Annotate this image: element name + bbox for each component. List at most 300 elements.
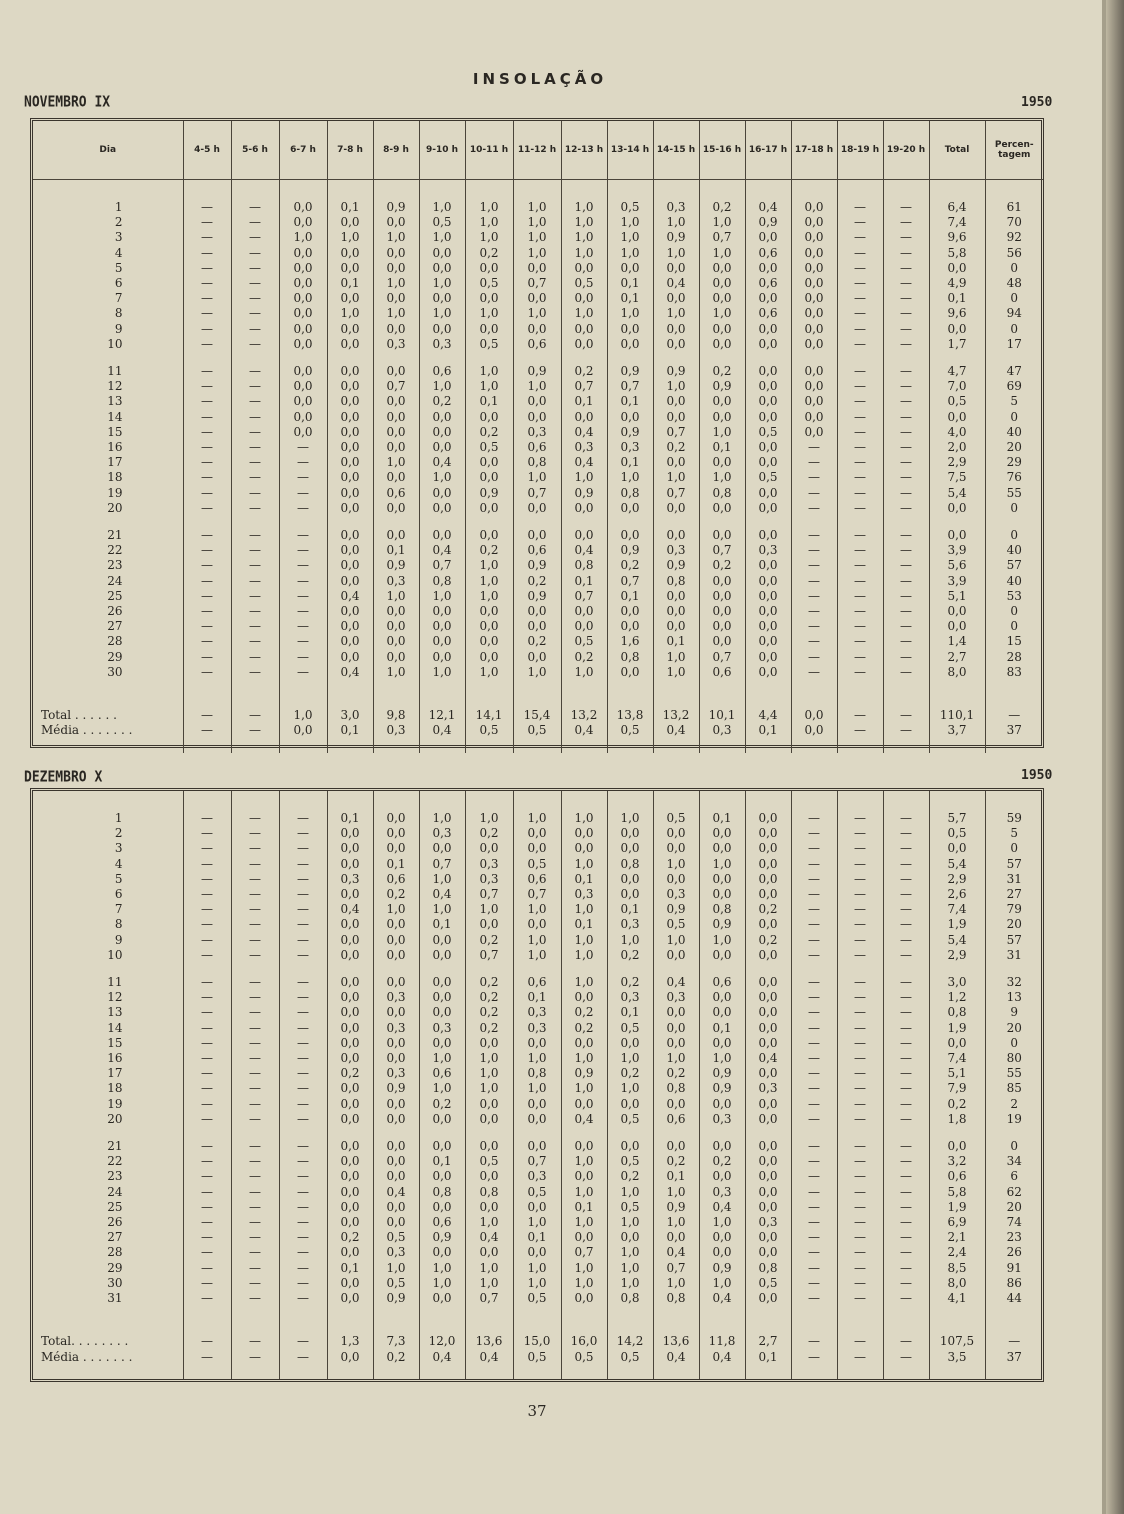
value-cell: 0,3 <box>419 826 465 841</box>
table-row <box>33 826 1043 841</box>
table-row <box>33 364 1043 379</box>
value-cell: 0,3 <box>745 1215 791 1230</box>
spacer-cell <box>183 180 231 201</box>
total-value: 14,2 <box>607 1334 653 1349</box>
value-cell: 7,0 <box>929 379 985 394</box>
value-cell: — <box>837 470 883 485</box>
day-cell: 7 <box>114 902 123 917</box>
value-cell: 15 <box>985 634 1043 649</box>
value-cell: 0,1 <box>327 1261 373 1276</box>
spacer-cell <box>791 1306 837 1334</box>
table-row <box>33 1097 1043 1112</box>
spacer-cell <box>745 680 791 708</box>
value-cell: 0,0 <box>607 604 653 619</box>
value-cell: — <box>279 1200 327 1215</box>
value-cell: — <box>183 650 231 665</box>
spacer-cell <box>231 1127 279 1139</box>
spacer-row <box>33 791 1043 811</box>
value-cell: 0,0 <box>327 1276 373 1291</box>
day-cell: 14 <box>107 409 123 424</box>
value-cell: 0,6 <box>513 872 561 887</box>
value-cell: 0,1 <box>607 589 653 604</box>
total-value: 1,3 <box>327 1334 373 1349</box>
value-cell: 0,7 <box>419 857 465 872</box>
value-cell: 0,0 <box>607 1036 653 1051</box>
day-cell: 31 <box>107 1291 123 1306</box>
value-cell: 2,9 <box>929 948 985 963</box>
value-cell: 0,0 <box>419 246 465 261</box>
value-cell: 1,0 <box>561 1215 607 1230</box>
value-cell: 1,0 <box>561 948 607 963</box>
value-cell: — <box>883 1066 929 1081</box>
value-cell: 57 <box>985 933 1043 948</box>
value-cell: 0,5 <box>373 1276 419 1291</box>
spacer-cell <box>837 516 883 528</box>
value-cell: 0,0 <box>465 455 513 470</box>
value-cell: 4,1 <box>929 1291 985 1306</box>
column-header: 9-10 h <box>419 121 465 180</box>
value-cell: 0,5 <box>745 470 791 485</box>
value-cell: 0,2 <box>745 933 791 948</box>
value-cell: 0,0 <box>327 322 373 337</box>
day-cell: 24 <box>107 1184 123 1199</box>
value-cell: 0,1 <box>607 455 653 470</box>
value-cell: 1,0 <box>513 665 561 680</box>
spacer-cell <box>607 180 653 201</box>
day-cell: 15 <box>107 424 123 439</box>
value-cell: 0,5 <box>373 1230 419 1245</box>
value-cell: — <box>183 455 231 470</box>
value-cell: — <box>231 364 279 379</box>
column-header: 7-8 h <box>327 121 373 180</box>
value-cell: — <box>883 650 929 665</box>
value-cell: 0,9 <box>653 1200 699 1215</box>
value-cell: 0,0 <box>745 574 791 589</box>
value-cell: — <box>883 1112 929 1127</box>
table-row <box>33 337 1043 352</box>
spacer-cell <box>513 1306 561 1334</box>
value-cell: — <box>231 410 279 425</box>
value-cell: — <box>883 364 929 379</box>
value-cell: 0,0 <box>513 841 561 856</box>
total-label: Total . . . . . . <box>41 708 117 723</box>
value-cell: 0,0 <box>327 1112 373 1127</box>
value-cell: 3,9 <box>929 574 985 589</box>
value-cell: 59 <box>985 811 1043 826</box>
value-cell: 0,0 <box>465 604 513 619</box>
value-cell: 0,5 <box>745 1276 791 1291</box>
value-cell: — <box>883 501 929 516</box>
value-cell: 0,0 <box>419 1245 465 1260</box>
value-cell: — <box>279 665 327 680</box>
value-cell: 0,0 <box>653 410 699 425</box>
value-cell: — <box>279 1185 327 1200</box>
value-cell: 2,6 <box>929 887 985 902</box>
value-cell: 0,5 <box>653 917 699 932</box>
value-cell: — <box>883 291 929 306</box>
value-cell: 0,0 <box>419 634 465 649</box>
value-cell: 0,2 <box>561 1005 607 1020</box>
value-cell: 0,5 <box>513 1291 561 1306</box>
spacer-cell <box>929 180 985 201</box>
value-cell: 0,7 <box>699 543 745 558</box>
value-cell: — <box>231 811 279 826</box>
value-cell: 0,2 <box>929 1097 985 1112</box>
value-cell: 0,0 <box>327 379 373 394</box>
value-cell: 0,7 <box>465 887 513 902</box>
value-cell: 0,0 <box>745 558 791 573</box>
value-cell: 1,9 <box>929 1021 985 1036</box>
value-cell: — <box>231 486 279 501</box>
value-cell: — <box>279 1230 327 1245</box>
table-row <box>33 1200 1043 1215</box>
value-cell: 0,0 <box>465 1245 513 1260</box>
value-cell: 0,2 <box>699 558 745 573</box>
value-cell: — <box>883 1200 929 1215</box>
value-cell: 0,0 <box>373 1097 419 1112</box>
value-cell: 1,0 <box>513 215 561 230</box>
value-cell: 0,4 <box>653 975 699 990</box>
media-value: — <box>183 723 231 738</box>
value-cell: — <box>883 1185 929 1200</box>
value-cell: 0,0 <box>561 604 607 619</box>
spacer-cell <box>373 963 419 975</box>
value-cell: — <box>791 841 837 856</box>
spacer-cell <box>837 963 883 975</box>
value-cell: — <box>183 1230 231 1245</box>
value-cell: 1,0 <box>699 1051 745 1066</box>
value-cell: — <box>231 1245 279 1260</box>
value-cell: 0,0 <box>929 528 985 543</box>
spacer-cell <box>929 1365 985 1379</box>
column-header: Dia <box>33 121 183 180</box>
value-cell: — <box>837 826 883 841</box>
spacer-cell <box>607 1127 653 1139</box>
value-cell: — <box>837 887 883 902</box>
value-cell: 0,0 <box>327 394 373 409</box>
value-cell: 0 <box>985 841 1043 856</box>
value-cell: 0,0 <box>465 528 513 543</box>
value-cell: 5,1 <box>929 1066 985 1081</box>
value-cell: 0,0 <box>279 246 327 261</box>
value-cell: 1,0 <box>465 1051 513 1066</box>
value-cell: — <box>883 1261 929 1276</box>
value-cell: 0,1 <box>513 1230 561 1245</box>
value-cell: 0,0 <box>745 990 791 1005</box>
value-cell: 0,0 <box>653 1097 699 1112</box>
value-cell: 0,1 <box>373 543 419 558</box>
value-cell: 0,0 <box>653 826 699 841</box>
value-cell: 1,0 <box>699 933 745 948</box>
value-cell: 0,9 <box>699 917 745 932</box>
value-cell: — <box>883 337 929 352</box>
november-table-grid <box>33 121 1043 753</box>
value-cell: — <box>231 306 279 321</box>
spacer-cell <box>653 1306 699 1334</box>
value-cell: 0,0 <box>419 990 465 1005</box>
value-cell: 1,0 <box>653 215 699 230</box>
header-row <box>33 121 1043 180</box>
value-cell: 0,6 <box>699 665 745 680</box>
value-cell: 0,0 <box>653 841 699 856</box>
value-cell: 0,9 <box>607 364 653 379</box>
value-cell: — <box>279 841 327 856</box>
spacer-cell <box>419 516 465 528</box>
value-cell: — <box>183 1139 231 1154</box>
value-cell: 1,0 <box>699 857 745 872</box>
value-cell: 9,6 <box>929 230 985 245</box>
spacer-cell <box>699 1365 745 1379</box>
value-cell: 0,2 <box>745 902 791 917</box>
value-cell: 48 <box>985 276 1043 291</box>
value-cell: 0,0 <box>699 887 745 902</box>
value-cell: — <box>837 1200 883 1215</box>
value-cell: 1,0 <box>561 306 607 321</box>
day-cell: 19 <box>107 1096 123 1111</box>
value-cell: 0,0 <box>327 1291 373 1306</box>
value-cell: 1,0 <box>419 902 465 917</box>
value-cell: 1,0 <box>419 1081 465 1096</box>
value-cell: 0 <box>985 528 1043 543</box>
spacer-cell <box>33 791 183 811</box>
value-cell: 1,0 <box>699 425 745 440</box>
value-cell: 0,0 <box>745 917 791 932</box>
value-cell: 0,0 <box>465 1200 513 1215</box>
spacer-cell <box>883 739 929 753</box>
value-cell: 0,0 <box>607 1139 653 1154</box>
spacer-cell <box>513 791 561 811</box>
value-cell: 1,0 <box>653 306 699 321</box>
value-cell: 6 <box>985 1169 1043 1184</box>
value-cell: 56 <box>985 246 1043 261</box>
value-cell: 0,0 <box>791 261 837 276</box>
value-cell: 0,0 <box>745 826 791 841</box>
spacer-cell <box>929 963 985 975</box>
value-cell: 1,0 <box>607 1261 653 1276</box>
value-cell: — <box>183 558 231 573</box>
value-cell: 0,0 <box>373 1169 419 1184</box>
value-cell: 0,0 <box>513 604 561 619</box>
value-cell: 0,0 <box>791 425 837 440</box>
value-cell: 79 <box>985 902 1043 917</box>
value-cell: 1,0 <box>465 379 513 394</box>
total-value: — <box>183 708 231 723</box>
value-cell: — <box>883 1005 929 1020</box>
value-cell: 0,2 <box>699 364 745 379</box>
spacer-cell <box>837 352 883 364</box>
value-cell: 0,0 <box>791 379 837 394</box>
value-cell: 0,0 <box>327 634 373 649</box>
value-cell: 0,0 <box>791 364 837 379</box>
value-cell: — <box>837 857 883 872</box>
value-cell: — <box>791 857 837 872</box>
table-row <box>33 306 1043 321</box>
value-cell: — <box>231 215 279 230</box>
spacer-cell <box>373 352 419 364</box>
value-cell: — <box>183 826 231 841</box>
value-cell: 40 <box>985 425 1043 440</box>
value-cell: — <box>791 455 837 470</box>
value-cell: 0,1 <box>561 1200 607 1215</box>
spacer-cell <box>745 1306 791 1334</box>
day-cell: 25 <box>107 588 123 603</box>
value-cell: — <box>231 872 279 887</box>
value-cell: 85 <box>985 1081 1043 1096</box>
value-cell: — <box>791 811 837 826</box>
value-cell: — <box>883 634 929 649</box>
value-cell: — <box>183 215 231 230</box>
spacer-cell <box>465 963 513 975</box>
value-cell: 1,0 <box>607 306 653 321</box>
value-cell: 80 <box>985 1051 1043 1066</box>
value-cell: 0,9 <box>419 1230 465 1245</box>
total-value: 11,8 <box>699 1334 745 1349</box>
value-cell: 0,7 <box>653 486 699 501</box>
value-cell: 0,3 <box>373 1021 419 1036</box>
value-cell: 0,6 <box>699 975 745 990</box>
value-cell: 0,8 <box>419 1185 465 1200</box>
table-row <box>33 841 1043 856</box>
value-cell: 0,0 <box>513 650 561 665</box>
spacer-cell <box>745 739 791 753</box>
spacer-cell <box>561 963 607 975</box>
spacer-cell <box>653 180 699 201</box>
spacer-cell <box>465 352 513 364</box>
table-row <box>33 650 1043 665</box>
day-cell: 11 <box>107 975 123 990</box>
value-cell: — <box>183 261 231 276</box>
value-cell: 0,0 <box>561 619 607 634</box>
value-cell: 0,1 <box>607 291 653 306</box>
value-cell: 0,9 <box>699 1066 745 1081</box>
value-cell: 1,0 <box>607 811 653 826</box>
value-cell: — <box>791 1051 837 1066</box>
day-cell: 16 <box>107 1051 123 1066</box>
value-cell: 0,0 <box>419 1291 465 1306</box>
value-cell: — <box>837 1230 883 1245</box>
spacer-cell <box>791 180 837 201</box>
table-row <box>33 558 1043 573</box>
spacer-cell <box>231 739 279 753</box>
value-cell: 0,2 <box>513 574 561 589</box>
day-cell: 15 <box>107 1035 123 1050</box>
spacer-cell <box>373 1127 419 1139</box>
spacer-cell <box>513 680 561 708</box>
value-cell: — <box>791 1081 837 1096</box>
column-header: 6-7 h <box>279 121 327 180</box>
value-cell: 0,0 <box>745 619 791 634</box>
value-cell: 0,0 <box>929 604 985 619</box>
value-cell: 0,3 <box>513 1169 561 1184</box>
media-value: — <box>883 723 929 738</box>
day-cell: 23 <box>107 558 123 573</box>
value-cell: 0,0 <box>513 1112 561 1127</box>
value-cell: 1,0 <box>419 1261 465 1276</box>
value-cell: 1,0 <box>607 1276 653 1291</box>
spacer-cell <box>419 1127 465 1139</box>
value-cell: — <box>231 558 279 573</box>
value-cell: 0,0 <box>513 917 561 932</box>
value-cell: 1,0 <box>653 1051 699 1066</box>
value-cell: 0,7 <box>513 887 561 902</box>
value-cell: 5 <box>985 826 1043 841</box>
spacer-cell <box>837 791 883 811</box>
value-cell: 0,8 <box>653 574 699 589</box>
value-cell: 0,2 <box>465 1021 513 1036</box>
value-cell: 0,3 <box>513 425 561 440</box>
table-row <box>33 230 1043 245</box>
value-cell: 0,0 <box>373 394 419 409</box>
value-cell: 0,0 <box>929 1139 985 1154</box>
value-cell: — <box>183 1245 231 1260</box>
value-cell: — <box>837 543 883 558</box>
value-cell: 1,0 <box>561 902 607 917</box>
value-cell: 0,0 <box>373 811 419 826</box>
spacer-cell <box>279 1127 327 1139</box>
spacer-cell <box>465 516 513 528</box>
value-cell: — <box>837 322 883 337</box>
value-cell: — <box>791 1112 837 1127</box>
value-cell: — <box>883 261 929 276</box>
value-cell: — <box>231 455 279 470</box>
spacer-cell <box>837 1365 883 1379</box>
media-value: — <box>183 1350 231 1365</box>
media-value: 0,1 <box>745 723 791 738</box>
value-cell: 7,5 <box>929 470 985 485</box>
value-cell: 0,0 <box>513 528 561 543</box>
value-cell: — <box>231 887 279 902</box>
value-cell: — <box>791 486 837 501</box>
value-cell: 5,1 <box>929 589 985 604</box>
total-value: 4,4 <box>745 708 791 723</box>
value-cell: 1,0 <box>513 230 561 245</box>
table-row <box>33 200 1043 215</box>
value-cell: 44 <box>985 1291 1043 1306</box>
value-cell: 0,0 <box>653 394 699 409</box>
value-cell: — <box>231 1261 279 1276</box>
value-cell: 0,4 <box>561 455 607 470</box>
spacer-cell <box>699 516 745 528</box>
value-cell: 1,0 <box>513 933 561 948</box>
value-cell: — <box>279 948 327 963</box>
value-cell: 0,0 <box>699 589 745 604</box>
spacer-cell <box>183 963 231 975</box>
value-cell: — <box>791 1230 837 1245</box>
value-cell: 0,0 <box>745 1066 791 1081</box>
value-cell: — <box>791 543 837 558</box>
page-title: INSOLAÇÃO <box>472 70 608 88</box>
value-cell: 0,0 <box>653 948 699 963</box>
value-cell: 74 <box>985 1215 1043 1230</box>
value-cell: 0,2 <box>465 246 513 261</box>
value-cell: 94 <box>985 306 1043 321</box>
value-cell: 0,0 <box>607 322 653 337</box>
value-cell: 0,0 <box>745 857 791 872</box>
value-cell: — <box>231 619 279 634</box>
december-table-grid <box>33 791 1043 1379</box>
value-cell: 0,0 <box>699 337 745 352</box>
value-cell: — <box>883 872 929 887</box>
value-cell: 0,2 <box>561 1021 607 1036</box>
value-cell: 0,0 <box>327 528 373 543</box>
value-cell: 61 <box>985 200 1043 215</box>
value-cell: 0,0 <box>327 501 373 516</box>
value-cell: 0,0 <box>419 1112 465 1127</box>
value-cell: — <box>883 619 929 634</box>
spacer-cell <box>791 791 837 811</box>
value-cell: 0,0 <box>699 1245 745 1260</box>
value-cell: — <box>183 543 231 558</box>
